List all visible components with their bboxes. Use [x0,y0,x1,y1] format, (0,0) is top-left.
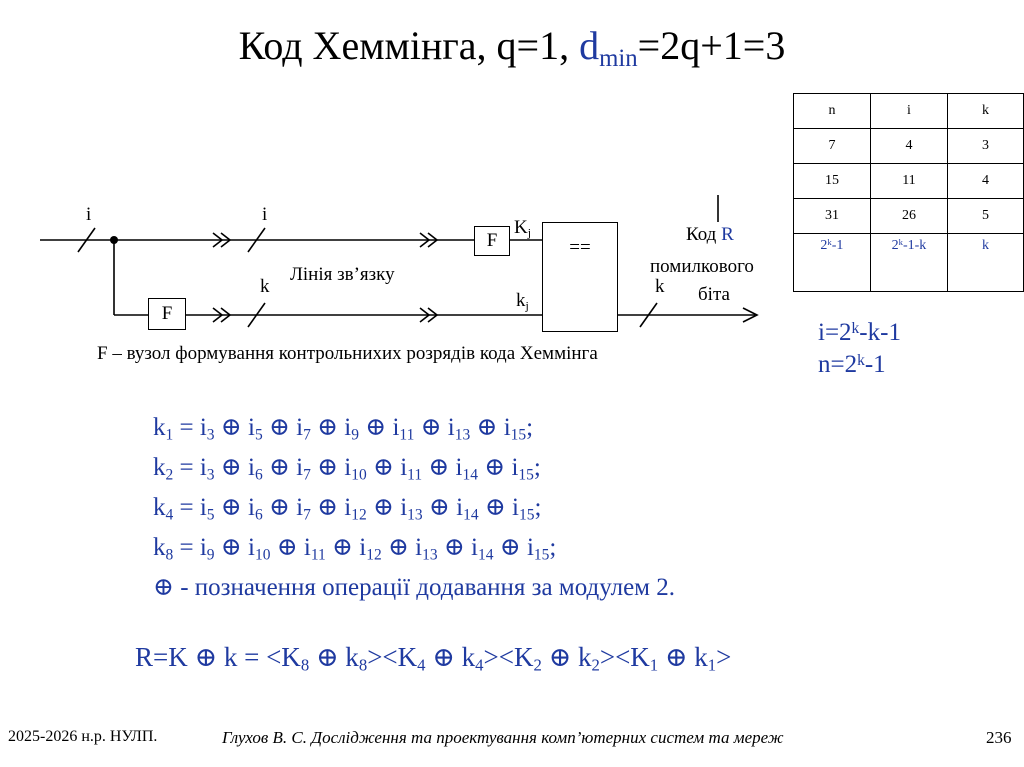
i-formula-line: $i=2^k-k-1$ [818,319,901,346]
table-cell: 31 [794,199,871,234]
code-label-line2: помилкового [650,256,754,277]
formula-line: $k_8 = i_9$ ⊕ $i_{10}$ ⊕ $i_{11}$ ⊕ $i_{12}$ ⊕ $i_{13}$ ⊕ $i_{14}$ ⊕ $i_{15}$; [153,534,557,564]
check-bit-formulas [153,408,675,608]
label-k-output: k [655,276,665,297]
f-box-receiver: F [474,226,510,256]
label-k-line: k [260,276,270,297]
table-cell: 15 [794,164,871,199]
i-n-formula [818,317,901,381]
table-cell: 5 [948,199,1024,234]
table-header-cell: k [948,94,1024,129]
footer-year: 2025-2026 н.р. НУЛП. [8,728,158,745]
formula-line: $k_2 = i_3$ ⊕ $i_6$ ⊕ $i_7$ ⊕ $i_{10}$ ⊕ $i_{11}$ ⊕ $i_{14}$ ⊕ $i_{15}$; [153,454,541,484]
table-row [794,234,1024,292]
junction-dot [110,236,118,244]
table-header-cell: i [870,94,947,129]
title-dmin: $d_{min}$ [579,23,638,72]
xor-symbol: ⊕ [153,574,174,601]
diagram-caption: F – вузол формування контрольнихих розрядів кода Хеммінга [97,343,598,364]
footer-author: Глухов В. С. Дослідження та проектування комп’ютерних систем та мереж [222,728,784,747]
table-cell: 4 [948,164,1024,199]
table-cell: 26 [870,199,947,234]
table-header-row [794,94,1024,129]
hamming-block-diagram [0,180,790,380]
code-label-line3: біта [698,284,730,305]
label-Kj: $K_j$ [514,217,532,240]
slide-title [0,22,1024,72]
n-formula-line: $n=2^k-1$ [818,351,886,378]
table-row [794,164,1024,199]
r-formula: R=K ⊕ $k = <K_8$ ⊕ $k_8><K_4$ ⊕ $k_4><K_2$ ⊕ $k_2><K_1$ ⊕ $k_1>$ [135,642,732,675]
table-cell-n-formula: 2$^k$-1 [794,234,871,292]
table-cell: 3 [948,129,1024,164]
formula-line: $k_4 = i_5$ ⊕ $i_6$ ⊕ $i_7$ ⊕ $i_{12}$ ⊕ $i_{13}$ ⊕ $i_{14}$ ⊕ $i_{15}$; [153,494,542,524]
table-cell: 7 [794,129,871,164]
table-cell: 4 [870,129,947,164]
table-cell-k-formula: k [948,234,1024,292]
label-i-input: i [86,204,92,225]
title-prefix: Код Хеммінга, q=1, [238,23,580,68]
table-row [794,199,1024,234]
comparator-box: == [542,222,618,332]
line-label: Лінія зв’язку [290,264,395,285]
table-cell: 11 [870,164,947,199]
table-cell-i-formula: 2$^k$-1-k [870,234,947,292]
table-row [794,129,1024,164]
formula-line: $k_1 = i_3$ ⊕ $i_5$ ⊕ $i_7$ ⊕ $i_9$ ⊕ $i_{11}$ ⊕ $i_{13}$ ⊕ $i_{15}$; [153,414,534,444]
title-suffix: =2q+1=3 [637,23,786,68]
table-header-cell: n [794,94,871,129]
parameter-table [793,93,1024,292]
page-number: 236 [986,728,1012,747]
code-label-line1: Код R [686,224,734,245]
f-box-sender: F [148,298,186,330]
label-i-line: i [262,204,268,225]
label-kj: $k_j$ [516,290,529,313]
xor-note: ⊕ - позначення операції додавання за модулем 2. [153,574,676,601]
